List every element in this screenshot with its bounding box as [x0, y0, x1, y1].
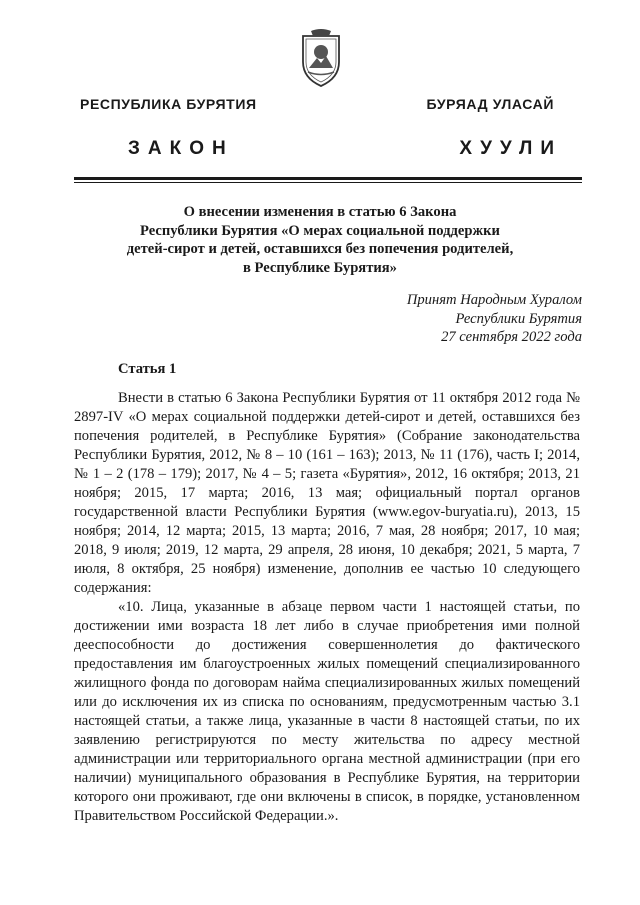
article-paragraph: Внести в статью 6 Закона Республики Бурятия от 11 октября 2012 года № 2897-IV «О мерах социальной поддержки детей-сирот и детей, оставшихся без попечения родителей, в Республике Бурятия» (Собрание законодательства Республики Бурятия, 2012, № 8 – 10 (161 – 163); 2013, № 11 (176), часть I; 2014, № 1 – 2 (178 – 179); 2017, № 4 – 5; газета «Бурятия», 2012, 16 октября; 2013, 21 ноября; 2015, 17 марта; 2016, 13 мая; официальный портал органов государственной власти Республики Бурятия (www.egov-buryatia.ru), 2013, 15 ноября; 2014, 12 марта; 2015, 13 марта; 2016, 7 мая, 28 ноября; 2017, 10 мая; 2018, 9 июля; 2019, 12 марта, 29 апреля, 28 июня, 10 декабря; 2021, 5 марта, 7 июля, 8 октября, 25 ноября) изменение, дополнив ее частью 10 следующего содержания: [74, 390, 580, 596]
article-body [74, 389, 580, 826]
law-title-line: в Республике Бурятия» [243, 259, 397, 276]
header-divider-thick [74, 177, 582, 180]
law-title [100, 203, 540, 277]
law-title-line: детей-сирот и детей, оставшихся без попечения родителей, [126, 241, 514, 257]
coat-of-arms-emblem [297, 28, 345, 88]
article-paragraph: «10. Лица, указанные в абзаце первом части 1 настоящей статьи, по достижении ими возраста 18 лет либо в случае приобретения ими полной дееспособности до достижения совершеннолетия до фактического предоставления им благоустроенных жилых помещений специализированного жилищного фонда по договорам найма специализированных жилых помещений или до исключения их из списка по основаниям, предусмотренным частью 3.1 настоящей статьи, а также лица, указанные в части 8 настоящей статьи, по их заявлению регистрируются по месту жительства по адресу местной администрации или территориального органа местной администрации (при его наличии) муниципального образования в Республике Бурятия, на территории которого они проживают, где они включены в список, в порядке, установленном Правительством Российской Федерации.». [74, 599, 580, 824]
article-heading: Статья 1 [118, 361, 177, 377]
adoption-note [407, 291, 582, 347]
republic-name-russian: РЕСПУБЛИКА БУРЯТИЯ [80, 96, 257, 112]
law-label-buryat: ХУУЛИ [459, 138, 562, 159]
law-title-line: О внесении изменения в статью 6 Закона [183, 204, 457, 220]
adoption-line: Принят Народным Хуралом [406, 292, 582, 308]
adoption-date: 27 сентября 2022 года [441, 329, 582, 345]
republic-name-buryat: БУРЯАД УЛАСАЙ [426, 96, 554, 112]
adoption-line: Республики Бурятия [455, 310, 582, 327]
header-divider-thin [74, 182, 582, 183]
law-label-russian: ЗАКОН [128, 138, 234, 159]
law-title-line: Республики Бурятия «О мерах социальной поддержки [140, 222, 500, 239]
